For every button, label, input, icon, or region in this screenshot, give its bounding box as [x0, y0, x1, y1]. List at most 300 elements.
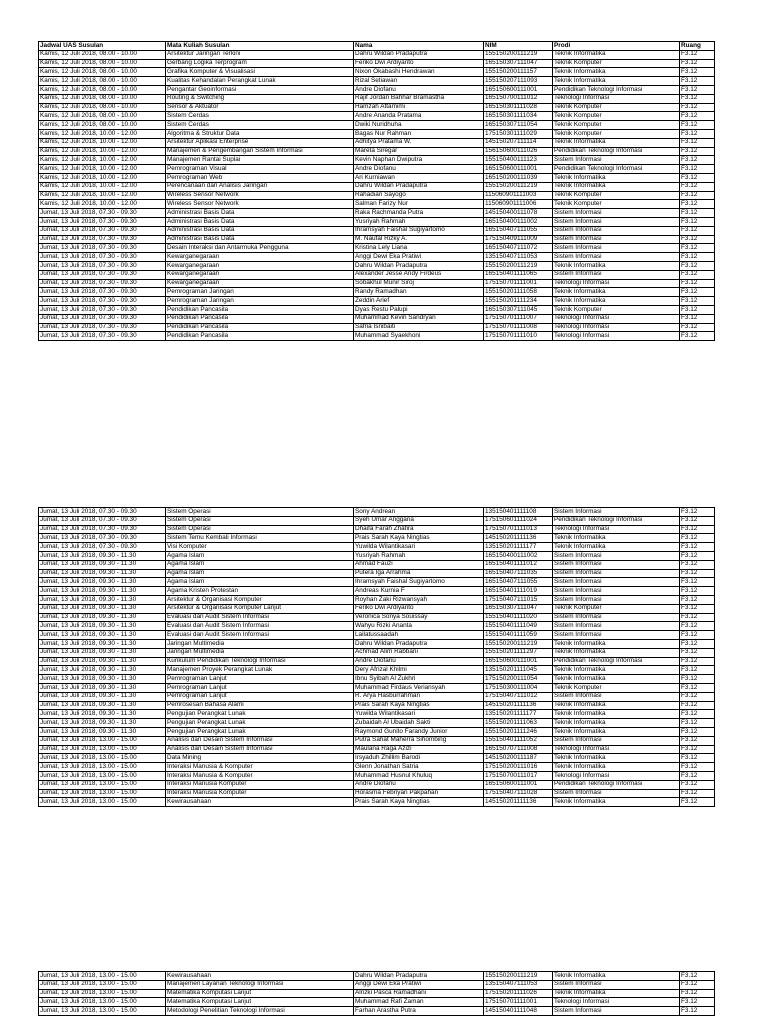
cell-nim: 155150201111234 [484, 297, 553, 306]
table-row [39, 587, 715, 596]
cell-schedule: Jumat, 13 Juli 2018, 07.30 - 09.30 [39, 270, 166, 279]
cell-name: Royhan Zaki Rizwansyah [354, 595, 484, 604]
cell-prodi: Pendidikan Teknologi Informasi [553, 516, 680, 525]
cell-prodi: Teknik Informatika [553, 639, 680, 648]
cell-schedule: Jumat, 13 Juli 2018, 07.30 - 09.30 [39, 209, 166, 218]
cell-prodi: Teknik Informatika [553, 989, 680, 998]
cell-prodi: Teknologi Informasi [553, 314, 680, 323]
cell-schedule: Kamis, 12 Juli 2018, 08.00 - 10.00 [39, 50, 166, 59]
cell-nim: 175150200111016 [484, 763, 553, 772]
cell-room: F3.12 [680, 666, 715, 675]
cell-nim: 165150307111045 [484, 305, 553, 314]
cell-name: Alexander Jesse Andy Firdeus [354, 270, 484, 279]
cell-prodi: Pendidikan Teknologi Informasi [553, 147, 680, 156]
cell-schedule: Jumat, 13 Juli 2018, 09.30 - 11.30 [39, 613, 166, 622]
cell-nim: 175150407111012 [484, 692, 553, 701]
cell-course: Jaringan Multimedia [166, 639, 354, 648]
cell-room: F3.12 [680, 763, 715, 772]
cell-nim: 135150201111045 [484, 666, 553, 675]
cell-course: Kewarganegaraan [166, 261, 354, 270]
cell-room: F3.12 [680, 270, 715, 279]
cell-schedule: Jumat, 13 Juli 2018, 09.30 - 11.30 [39, 551, 166, 560]
cell-course: Pengantar Geoinformasi [166, 85, 354, 94]
table-row [39, 657, 715, 666]
cell-course: Pendidikan Pancasila [166, 323, 354, 332]
cell-nim: 155150200111157 [484, 68, 553, 77]
cell-name: Veronica Sonya Souissay [354, 613, 484, 622]
cell-name: Nixon Okabashi Hendrawan [354, 68, 484, 77]
cell-nim: 165150307111047 [484, 604, 553, 613]
cell-schedule: Jumat, 13 Juli 2018, 13.00 - 15.00 [39, 763, 166, 772]
table-row [39, 209, 715, 218]
cell-name: Hamzah Attamimi [354, 103, 484, 112]
cell-schedule: Jumat, 13 Juli 2018, 09.30 - 11.30 [39, 578, 166, 587]
cell-nim: 155150201111297 [484, 648, 553, 657]
cell-schedule: Kamis, 12 Juli 2018, 10.00 - 12.00 [39, 165, 166, 174]
cell-course: Sistem Operasi [166, 516, 354, 525]
cell-schedule: Jumat, 13 Juli 2018, 09.30 - 11.30 [39, 683, 166, 692]
table-row [39, 631, 715, 640]
cell-schedule: Kamis, 12 Juli 2018, 10.00 - 12.00 [39, 200, 166, 209]
cell-nim: 115060901111003 [484, 191, 553, 200]
cell-name: Raka Rachmanda Putra [354, 209, 484, 218]
cell-nim: 155150201111058 [484, 288, 553, 297]
header-course: Mata Kuliah Susulan [166, 42, 354, 51]
cell-prodi: Teknik Informatika [553, 701, 680, 710]
cell-course: Pemrograman Jaringan [166, 288, 354, 297]
cell-schedule: Jumat, 13 Juli 2018, 09.30 - 11.30 [39, 675, 166, 684]
cell-schedule: Jumat, 13 Juli 2018, 07.30 - 09.30 [39, 235, 166, 244]
cell-schedule: Jumat, 13 Juli 2018, 07.30 - 09.30 [39, 314, 166, 323]
cell-prodi: Teknologi Informasi [553, 94, 680, 103]
cell-prodi: Teknik Informatika [553, 648, 680, 657]
table-row [39, 94, 715, 103]
cell-room: F3.12 [680, 85, 715, 94]
table-row [39, 622, 715, 631]
cell-name: Achmad Alim Rabbani [354, 648, 484, 657]
table-row [39, 780, 715, 789]
cell-course: Kewirausahaan [166, 972, 354, 981]
cell-prodi: Teknik Komputer [553, 112, 680, 121]
cell-course: Sistem Temu Kembali Informasi [166, 534, 354, 543]
cell-room: F3.12 [680, 736, 715, 745]
cell-course: Pengujian Perangkat Lunak [166, 727, 354, 736]
cell-name: Muhammad Husnul Khuluq [354, 771, 484, 780]
cell-schedule: Jumat, 13 Juli 2018, 09.30 - 11.30 [39, 639, 166, 648]
cell-nim: 155150200111219 [484, 972, 553, 981]
cell-prodi: Teknik Informatika [553, 77, 680, 86]
cell-room: F3.12 [680, 701, 715, 710]
cell-prodi: Pendidikan Teknologi Informasi [553, 780, 680, 789]
cell-room: F3.12 [680, 279, 715, 288]
cell-room: F3.12 [680, 516, 715, 525]
cell-nim: 165150401111019 [484, 587, 553, 596]
schedule-table-page-2 [38, 507, 715, 807]
cell-prodi: Teknologi Informasi [553, 745, 680, 754]
cell-name: Wahyu Rizki Ananta [354, 622, 484, 631]
cell-schedule: Jumat, 13 Juli 2018, 13.00 - 15.00 [39, 998, 166, 1007]
cell-room: F3.12 [680, 534, 715, 543]
cell-name: Rizal Setiawan [354, 77, 484, 86]
table-row [39, 305, 715, 314]
cell-prodi: Teknik Informatika [553, 719, 680, 728]
table-row [39, 551, 715, 560]
cell-prodi: Teknik Informatika [553, 798, 680, 807]
cell-schedule: Jumat, 13 Juli 2018, 07.30 - 09.30 [39, 288, 166, 297]
cell-name: Prais Sarah Kaya Ningtias [354, 798, 484, 807]
cell-prodi: Teknik Komputer [553, 59, 680, 68]
cell-room: F3.12 [680, 112, 715, 121]
table-row [39, 85, 715, 94]
cell-course: Perencanaan dan Analisis Jaringan [166, 182, 354, 191]
table-row [39, 279, 715, 288]
cell-course: Administrasi Basis Data [166, 226, 354, 235]
cell-name: Dwiki Nuridhuha [354, 121, 484, 130]
cell-schedule: Jumat, 13 Juli 2018, 07.30 - 09.30 [39, 525, 166, 534]
cell-nim: 175150301111029 [484, 129, 553, 138]
cell-schedule: Kamis, 12 Juli 2018, 08.00 - 10.00 [39, 77, 166, 86]
cell-course: Kewarganegaraan [166, 279, 354, 288]
cell-room: F3.12 [680, 710, 715, 719]
cell-room: F3.12 [680, 719, 715, 728]
cell-room: F3.12 [680, 138, 715, 147]
table-row [39, 103, 715, 112]
cell-prodi: Teknik Informatika [553, 727, 680, 736]
cell-course: Arsitektur & Organisasi Komputer [166, 595, 354, 604]
cell-course: Data Mining [166, 754, 354, 763]
cell-name: Ahmad Fauzi [354, 560, 484, 569]
cell-room: F3.12 [680, 217, 715, 226]
cell-course: Metodologi Penelitian Teknologi Informasi [166, 1007, 354, 1016]
cell-room: F3.12 [680, 525, 715, 534]
table-row [39, 798, 715, 807]
cell-schedule: Kamis, 12 Juli 2018, 10.00 - 12.00 [39, 138, 166, 147]
cell-course: Matematika Komputasi Lanjut [166, 989, 354, 998]
cell-schedule: Jumat, 13 Juli 2018, 07.30 - 09.30 [39, 261, 166, 270]
cell-nim: 115060901111006 [484, 200, 553, 209]
cell-nim: 165150600111001 [484, 85, 553, 94]
table-row [39, 253, 715, 262]
cell-name: Syeh Umar Anggana [354, 516, 484, 525]
cell-prodi: Sistem Informasi [553, 226, 680, 235]
cell-room: F3.12 [680, 569, 715, 578]
cell-name: Yusriyah Rahmah [354, 217, 484, 226]
cell-prodi: Sistem Informasi [553, 270, 680, 279]
cell-prodi: Sistem Informasi [553, 569, 680, 578]
cell-course: Kewarganegaraan [166, 270, 354, 279]
cell-name: Andre Diofanu [354, 657, 484, 666]
cell-nim: 145150201111136 [484, 534, 553, 543]
cell-prodi: Teknik Informatika [553, 50, 680, 59]
cell-schedule: Jumat, 13 Juli 2018, 07.30 - 09.30 [39, 297, 166, 306]
cell-course: Pemrograman Web [166, 173, 354, 182]
table-row [39, 314, 715, 323]
cell-room: F3.12 [680, 235, 715, 244]
cell-schedule: Kamis, 12 Juli 2018, 08.00 - 10.00 [39, 121, 166, 130]
cell-room: F3.12 [680, 261, 715, 270]
cell-name: Muhammad Rafi Zaman [354, 998, 484, 1007]
cell-name: Rahadian Sayogo [354, 191, 484, 200]
cell-schedule: Jumat, 13 Juli 2018, 09.30 - 11.30 [39, 595, 166, 604]
table-body-page-2 [39, 508, 715, 807]
cell-prodi: Teknik Komputer [553, 191, 680, 200]
table-row [39, 771, 715, 780]
cell-prodi: Teknik Informatika [553, 754, 680, 763]
cell-name: Yuwilda Wilantikasari [354, 710, 484, 719]
table-row [39, 701, 715, 710]
cell-schedule: Jumat, 13 Juli 2018, 09.30 - 11.30 [39, 569, 166, 578]
cell-schedule: Jumat, 13 Juli 2018, 09.30 - 11.30 [39, 727, 166, 736]
cell-room: F3.12 [680, 121, 715, 130]
cell-schedule: Jumat, 13 Juli 2018, 13.00 - 15.00 [39, 780, 166, 789]
cell-room: F3.12 [680, 129, 715, 138]
table-row [39, 745, 715, 754]
cell-prodi: Teknik Informatika [553, 182, 680, 191]
cell-prodi: Teknik Komputer [553, 200, 680, 209]
table-row [39, 77, 715, 86]
cell-room: F3.12 [680, 288, 715, 297]
cell-course: Matematika Komputasi Lanjut [166, 998, 354, 1007]
cell-nim: 165150307111054 [484, 121, 553, 130]
cell-prodi: Teknologi Informasi [553, 998, 680, 1007]
cell-schedule: Jumat, 13 Juli 2018, 09.30 - 11.30 [39, 560, 166, 569]
cell-nim: 175150701111013 [484, 525, 553, 534]
table-row [39, 121, 715, 130]
table-row [39, 138, 715, 147]
table-row [39, 639, 715, 648]
cell-name: Anggi Dewi Eka Pratiwi [354, 253, 484, 262]
cell-nim: 135150401111108 [484, 508, 553, 517]
cell-course: Manajemen Rantai Suplai [166, 156, 354, 165]
cell-prodi: Sistem Informasi [553, 736, 680, 745]
cell-room: F3.12 [680, 622, 715, 631]
cell-prodi: Teknik Komputer [553, 305, 680, 314]
cell-schedule: Kamis, 12 Juli 2018, 10.00 - 12.00 [39, 156, 166, 165]
cell-course: Sistem Operasi [166, 508, 354, 517]
cell-nim: 175150701111010 [484, 332, 553, 341]
cell-schedule: Jumat, 13 Juli 2018, 09.30 - 11.30 [39, 710, 166, 719]
cell-schedule: Jumat, 13 Juli 2018, 07.30 - 09.30 [39, 253, 166, 262]
cell-nim: 175150701111001 [484, 279, 553, 288]
cell-nim: 155150401111059 [484, 631, 553, 640]
table-row [39, 173, 715, 182]
cell-schedule: Jumat, 13 Juli 2018, 09.30 - 11.30 [39, 719, 166, 728]
cell-nim: 175150200111054 [484, 675, 553, 684]
cell-course: Arsitektur & Organisasi Komputer Lanjut [166, 604, 354, 613]
cell-schedule: Jumat, 13 Juli 2018, 09.30 - 11.30 [39, 622, 166, 631]
cell-schedule: Jumat, 13 Juli 2018, 13.00 - 15.00 [39, 989, 166, 998]
cell-name: Andre Diofanu [354, 85, 484, 94]
cell-course: Wireless Sensor Network [166, 200, 354, 209]
cell-name: Ihramsyah Faishal Sugiyartomo [354, 578, 484, 587]
cell-room: F3.12 [680, 165, 715, 174]
cell-course: Manajemen Layanan Teknologi Informasi [166, 980, 354, 989]
table-row [39, 727, 715, 736]
cell-prodi: Teknik Informatika [553, 710, 680, 719]
table-row [39, 569, 715, 578]
cell-schedule: Jumat, 13 Juli 2018, 07.30 - 09.30 [39, 508, 166, 517]
cell-prodi: Teknik Informatika [553, 288, 680, 297]
cell-nim: 135150201111177 [484, 710, 553, 719]
cell-prodi: Teknik Komputer [553, 604, 680, 613]
cell-course: Evaluasi dan Audit Sistem Informasi [166, 622, 354, 631]
cell-course: Administrasi Basis Data [166, 209, 354, 218]
table-row [39, 112, 715, 121]
cell-name: Lailatussaadah [354, 631, 484, 640]
cell-nim: 165150301111028 [484, 103, 553, 112]
cell-nim: 145150201111136 [484, 701, 553, 710]
table-row [39, 719, 715, 728]
cell-room: F3.12 [680, 297, 715, 306]
cell-prodi: Teknologi Informasi [553, 323, 680, 332]
cell-schedule: Jumat, 13 Juli 2018, 13.00 - 15.00 [39, 789, 166, 798]
cell-course: Pengujian Perangkat Lunak [166, 719, 354, 728]
table-row [39, 165, 715, 174]
cell-prodi: Sistem Informasi [553, 631, 680, 640]
cell-room: F3.12 [680, 68, 715, 77]
cell-nim: 165150700111012 [484, 94, 553, 103]
cell-nim: 175150701111008 [484, 323, 553, 332]
cell-prodi: Teknik Komputer [553, 121, 680, 130]
cell-schedule: Kamis, 12 Juli 2018, 08.00 - 10.00 [39, 112, 166, 121]
cell-room: F3.12 [680, 587, 715, 596]
cell-course: Pemrograman Lanjut [166, 692, 354, 701]
cell-course: Grafika Komputer & Visualisasi [166, 68, 354, 77]
cell-name: Raymond Gunito Farandy Junior [354, 727, 484, 736]
cell-course: Kurikulum Pendidikan Teknologi Informasi [166, 657, 354, 666]
cell-nim: 165150407111072 [484, 244, 553, 253]
cell-name: Farhan Arastha Putra [354, 1007, 484, 1016]
cell-course: Agama Kristen Protestan [166, 587, 354, 596]
table-row [39, 129, 715, 138]
cell-course: Routing & Switching [166, 94, 354, 103]
cell-room: F3.12 [680, 692, 715, 701]
table-row [39, 235, 715, 244]
table-row [39, 261, 715, 270]
cell-nim: 165150301111034 [484, 112, 553, 121]
cell-course: Administrasi Basis Data [166, 235, 354, 244]
cell-course: Interaksi Manusia Komputer [166, 780, 354, 789]
table-row [39, 217, 715, 226]
cell-course: Kewarganegaraan [166, 253, 354, 262]
header-nim: NIM [484, 42, 553, 51]
cell-nim: 155150200111219 [484, 50, 553, 59]
cell-nim: 165150401111065 [484, 270, 553, 279]
cell-nim: 165150307111047 [484, 59, 553, 68]
table-row [39, 613, 715, 622]
cell-name: Dahru Wildan Pradaputra [354, 182, 484, 191]
cell-nim: 165150400111002 [484, 551, 553, 560]
cell-prodi: Teknik Informatika [553, 972, 680, 981]
cell-nim: 145150401111048 [484, 1007, 553, 1016]
cell-schedule: Jumat, 13 Juli 2018, 07.30 - 09.30 [39, 217, 166, 226]
cell-schedule: Jumat, 13 Juli 2018, 07.30 - 09.30 [39, 279, 166, 288]
table-row [39, 675, 715, 684]
table-row [39, 710, 715, 719]
cell-nim: 155150400111123 [484, 156, 553, 165]
cell-course: Pemrosesan Bahasa Alami [166, 701, 354, 710]
cell-nim: 155150401111052 [484, 736, 553, 745]
cell-name: Dery Afrizal Khilmi [354, 666, 484, 675]
cell-room: F3.12 [680, 657, 715, 666]
cell-name: Prais Sarah Kaya Ningtias [354, 701, 484, 710]
cell-course: Pemrograman Lanjut [166, 675, 354, 684]
table-row [39, 200, 715, 209]
cell-schedule: Jumat, 13 Juli 2018, 09.30 - 11.30 [39, 666, 166, 675]
cell-course: Jaringan Multimedia [166, 648, 354, 657]
cell-schedule: Jumat, 13 Juli 2018, 09.30 - 11.30 [39, 631, 166, 640]
cell-prodi: Pendidikan Teknologi Informasi [553, 657, 680, 666]
cell-course: Agama Islam [166, 578, 354, 587]
table-row [39, 182, 715, 191]
cell-prodi: Pendidikan Teknologi Informasi [553, 85, 680, 94]
cell-prodi: Sistem Informasi [553, 235, 680, 244]
cell-course: Evaluasi dan Audit Sistem Informasi [166, 613, 354, 622]
cell-name: Andre Diofanu [354, 780, 484, 789]
cell-nim: 175150700111017 [484, 771, 553, 780]
cell-prodi: Teknik Informatika [553, 666, 680, 675]
cell-prodi: Teknologi Informasi [553, 771, 680, 780]
table-row [39, 683, 715, 692]
cell-name: Sony Andrean [354, 508, 484, 517]
cell-room: F3.12 [680, 595, 715, 604]
cell-name: Prais Sarah Kaya Ningtias [354, 534, 484, 543]
table-row [39, 332, 715, 341]
cell-name: Yusriyah Rahmah [354, 551, 484, 560]
cell-name: Bagas Nur Rahman [354, 129, 484, 138]
cell-schedule: Kamis, 12 Juli 2018, 10.00 - 12.00 [39, 173, 166, 182]
table-row [39, 998, 715, 1007]
cell-course: Visi Komputer [166, 543, 354, 552]
cell-nim: 145150400111078 [484, 209, 553, 218]
cell-schedule: Jumat, 13 Juli 2018, 09.30 - 11.30 [39, 587, 166, 596]
header-prodi: Prodi [553, 42, 680, 51]
cell-schedule: Jumat, 13 Juli 2018, 09.30 - 11.30 [39, 604, 166, 613]
cell-nim: 175150201111026 [484, 989, 553, 998]
cell-room: F3.12 [680, 631, 715, 640]
cell-schedule: Kamis, 12 Juli 2018, 08.00 - 10.00 [39, 94, 166, 103]
cell-course: Analisis dan Desain Sistem Informasi [166, 745, 354, 754]
table-row [39, 972, 715, 981]
cell-schedule: Jumat, 13 Juli 2018, 07.30 - 09.30 [39, 323, 166, 332]
table-row [39, 156, 715, 165]
cell-nim: 165150400111002 [484, 217, 553, 226]
cell-name: Muhammad Kevin Sandryan [354, 314, 484, 323]
cell-course: Interaksi Manusia & Komputer [166, 763, 354, 772]
table-row [39, 754, 715, 763]
cell-name: Safria Isnibaiti [354, 323, 484, 332]
table-row [39, 297, 715, 306]
cell-room: F3.12 [680, 972, 715, 981]
cell-name: Glenn Jonathan Satria [354, 763, 484, 772]
table-row [39, 323, 715, 332]
cell-schedule: Jumat, 13 Juli 2018, 13.00 - 15.00 [39, 980, 166, 989]
cell-nim: 155150401111049 [484, 622, 553, 631]
cell-prodi: Teknik Komputer [553, 129, 680, 138]
cell-schedule: Jumat, 13 Juli 2018, 13.00 - 15.00 [39, 1007, 166, 1016]
cell-room: F3.12 [680, 59, 715, 68]
cell-schedule: Kamis, 12 Juli 2018, 08.00 - 10.00 [39, 85, 166, 94]
cell-nim: 175150407111028 [484, 789, 553, 798]
cell-name: Muhammad Syaekhoni [354, 332, 484, 341]
cell-room: F3.12 [680, 226, 715, 235]
cell-course: Pendidikan Pancasila [166, 332, 354, 341]
cell-name: Ari Kurniawan [354, 173, 484, 182]
cell-name: Dahru Wildan Pradaputra [354, 261, 484, 270]
cell-course: Manajemen Proyek Perangkat Lunak [166, 666, 354, 675]
cell-prodi: Sistem Informasi [553, 253, 680, 262]
table-row [39, 244, 715, 253]
